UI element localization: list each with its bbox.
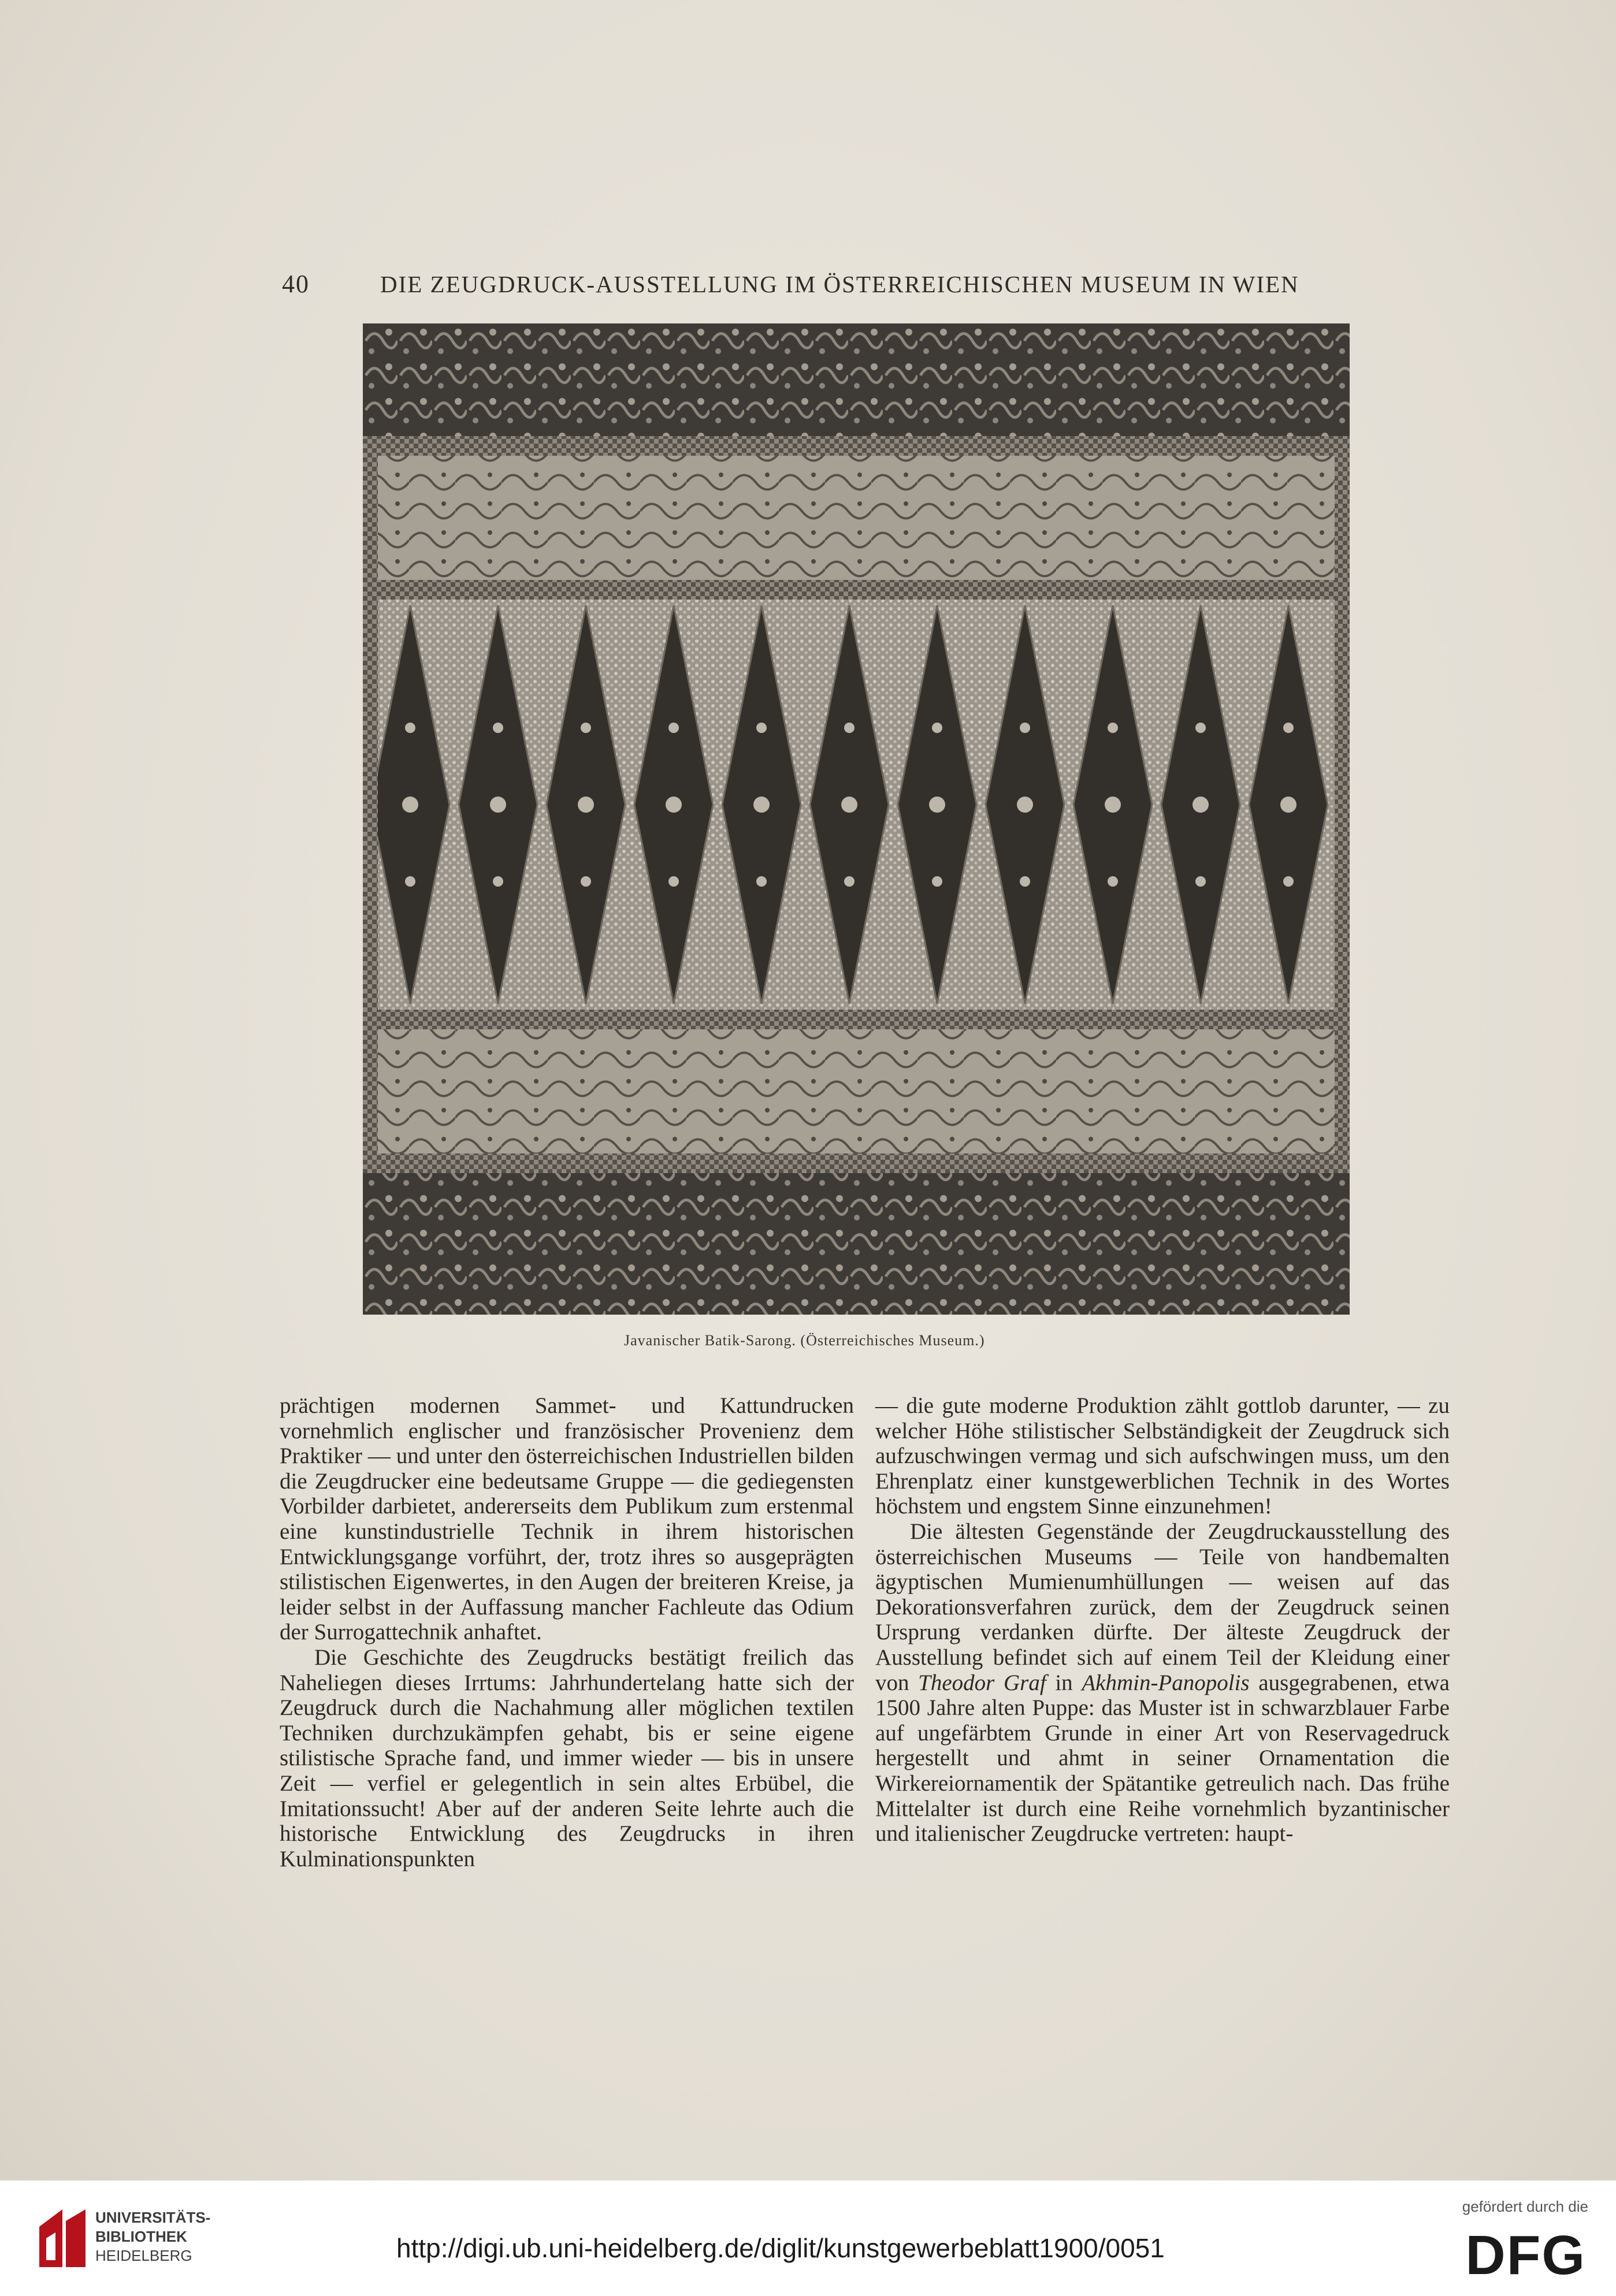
person-name: Theodor Graf xyxy=(918,1670,1046,1695)
paragraph: prächtigen modernen Sammet- und Kattundrucken vornehmlich englischer und französischer Provenienz dem Praktiker — und unter den österreichischen Industriellen bilden die Zeugdrucker eine bedeutsame Gruppe — die gediegensten Vorbilder darbietet, andererseits dem Publikum zum erstenmal eine kunstindustrielle Technik in ihrem historischen Entwicklungsgange vorführt, der, trotz ihres so ausgeprägten stilistischen Eigenwertes, in den Augen der breiteren Kreise, ja leider selbst in der Auffassung mancher Fachleute das Odium der Surrogattechnik anhaftet. xyxy=(280,1393,854,1645)
source-url-link[interactable]: http://digi.ub.uni-heidelberg.de/diglit/kunstgewerbeblatt1900/0051 xyxy=(396,2233,1165,2263)
text-column-left xyxy=(280,1393,854,1871)
university-library-name: UNIVERSITÄTS- BIBLIOTHEK HEIDELBERG xyxy=(95,2209,211,2264)
text-column-right xyxy=(875,1393,1450,1847)
funding-label: gefördert durch die xyxy=(1462,2198,1588,2215)
place-name: Akhmin-Panopolis xyxy=(1082,1670,1250,1695)
digitization-footer xyxy=(0,2180,1616,2296)
batik-sarong-illustration xyxy=(363,323,1350,1315)
paragraph: Die Geschichte des Zeugdrucks bestätigt freilich das Naheliegen dieses Irrtums: Jahrhundertelang hatte sich der Zeugdruck durch die Nachahmung aller möglichen textilen Techniken durchzukämpfen gehabt, bis er seine eigene stilistische Sprache fand, und immer wieder — bis in unsere Zeit — verfiel er gelegentlich in sein altes Erbübel, die Imitationssucht! Aber auf der anderen Seite lehrte auch die historische Entwicklung des Zeugdrucks in ihren Kulminationspunkten xyxy=(280,1644,854,1871)
university-library-logo-icon xyxy=(28,2204,97,2273)
paragraph: Die ältesten Gegenstände der Zeugdruckausstellung des österreichischen Museums — Teile von handbemalten ägyptischen Mumienumhüllungen — weisen auf das Dekorationsverfahren zurück, dem der Zeugdruck seinen Ursprung verdanken dürfte. Der älteste Zeugdruck der Ausstellung befindet sich auf einem Teil der Kleidung einer von Theodor Graf in Akhmin-Panopolis ausgegrabenen, etwa 1500 Jahre alten Puppe: das Muster ist in schwarzblauer Farbe auf ungefärbtem Grunde in einer Art von Reservagedruck hergestellt und ahmt in seiner Ornamentation die Wirkereiornamentik der Spätantike getreulich nach. Das frühe Mittelalter ist durch eine Reihe vornehmlich byzantinischer und italienischer Zeugdrucke vertreten: haupt- xyxy=(875,1519,1450,1847)
page-number: 40 xyxy=(282,270,310,298)
figure-caption: Javanischer Batik-Sarong. (Österreichisches Museum.) xyxy=(624,1332,985,1349)
batik-sarong-photograph xyxy=(363,323,1350,1315)
running-title: DIE ZEUGDRUCK-AUSSTELLUNG IM ÖSTERREICHISCHEN MUSEUM IN WIEN xyxy=(380,271,1299,297)
running-head xyxy=(282,269,1339,299)
dfg-logo: DFG xyxy=(1465,2224,1586,2286)
paragraph: — die gute moderne Produktion zählt gottlob darunter, — zu welcher Höhe stilistischer Selbständigkeit der Zeugdruck sich aufzuschwingen vermag und sich aufschwingen muss, um den Ehrenplatz einer kunstgewerblichen Technik in des Wortes höchstem und engstem Sinne einzunehmen! xyxy=(875,1393,1450,1519)
